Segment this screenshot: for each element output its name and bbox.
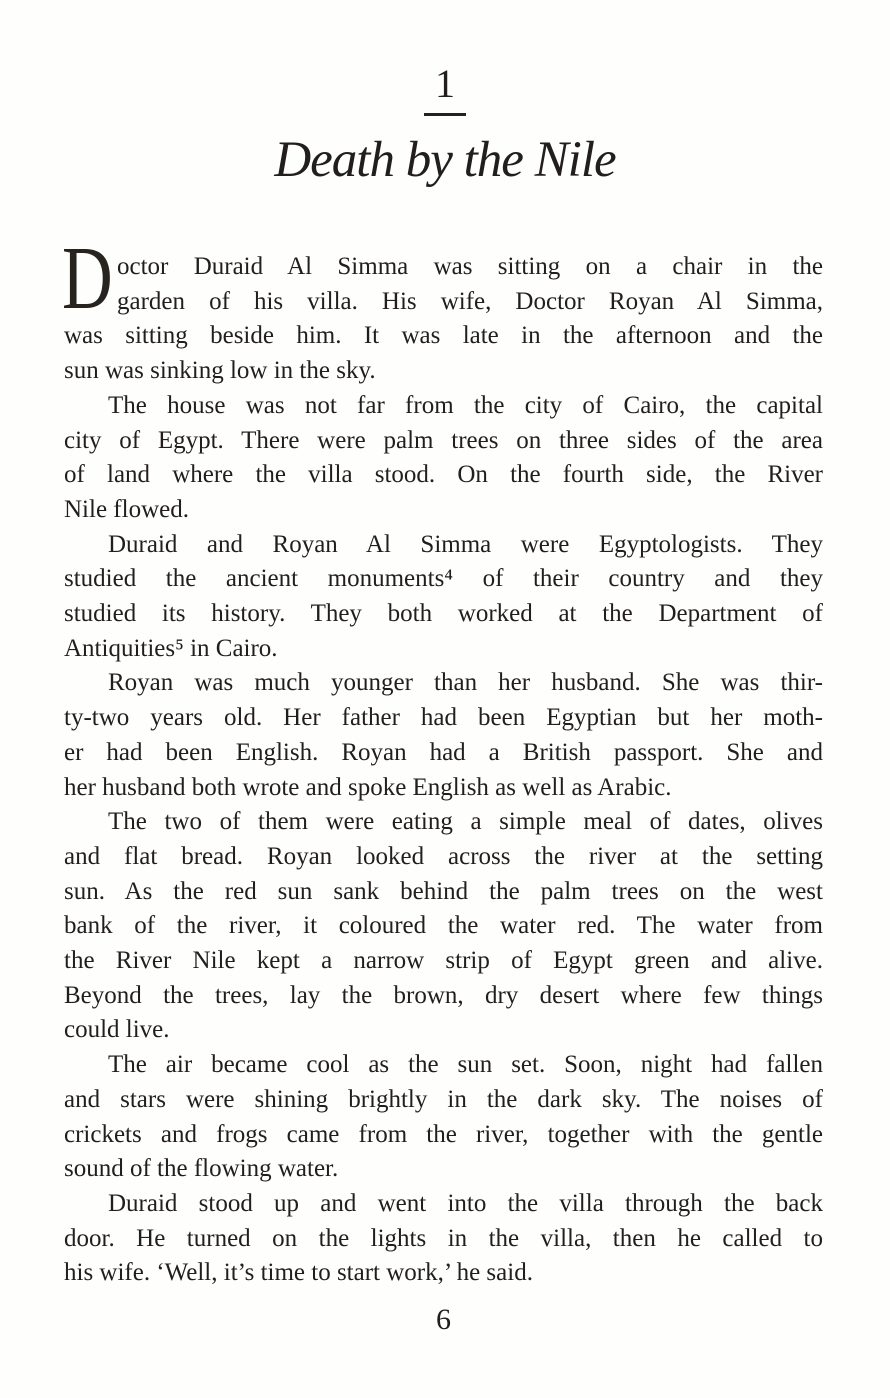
paragraph xyxy=(64,1048,823,1187)
text-line: studied its history. They both worked at the Department of xyxy=(64,600,823,628)
text-line: door. He turned on the lights in the villa, then he called to xyxy=(64,1224,823,1252)
text-line: ty-two years old. Her father had been Egyptian but her moth- xyxy=(64,704,823,732)
text-line: Duraid stood up and went into the villa through the back xyxy=(108,1189,823,1217)
text-line: Beyond the trees, lay the brown, dry desert where few things xyxy=(64,981,823,1009)
text-line: was sitting beside him. It was late in the afternoon and the xyxy=(64,322,823,350)
paragraph xyxy=(64,528,823,667)
drop-cap: D xyxy=(62,229,113,328)
page-number: 6 xyxy=(436,1303,451,1336)
text-line: sun was sinking low in the sky. xyxy=(64,357,376,385)
text-line: bank of the river, it coloured the water red. The water from xyxy=(64,912,823,940)
text-line: city of Egypt. There were palm trees on three sides of the area xyxy=(64,426,823,454)
text-line: Antiquities⁵ in Cairo. xyxy=(64,634,278,662)
text-line: sound of the flowing water. xyxy=(64,1155,339,1183)
text-line: the River Nile kept a narrow strip of Egypt green and alive. xyxy=(64,947,823,975)
paragraph xyxy=(64,805,823,1048)
chapter-head xyxy=(0,62,890,116)
text-line: sun. As the red sun sank behind the palm trees on the west xyxy=(64,877,823,905)
text-line: octor Duraid Al Simma was sitting on a chair in the xyxy=(117,253,823,280)
paragraph xyxy=(64,389,823,528)
text-line: Royan was much younger than her husband. She was thir- xyxy=(108,669,823,697)
text-line: of land where the villa stood. On the fourth side, the River xyxy=(64,461,823,489)
text-line: could live. xyxy=(64,1016,170,1044)
paragraph xyxy=(62,229,823,389)
text-line: and flat bread. Royan looked across the river at the setting xyxy=(64,842,823,870)
text-line: The house was not far from the city of Cairo, the capital xyxy=(108,391,823,419)
chapter-number: 1 xyxy=(424,62,466,116)
text-line: Duraid and Royan Al Simma were Egyptologists. They xyxy=(108,530,823,558)
text-line: The air became cool as the sun set. Soon, night had fallen xyxy=(108,1051,823,1079)
body-text xyxy=(62,229,823,1291)
text-line: crickets and frogs came from the river, together with the gentle xyxy=(64,1120,823,1148)
text-line: and stars were shining brightly in the dark sky. The noises of xyxy=(64,1085,823,1113)
paragraph xyxy=(64,666,823,805)
text-line: her husband both wrote and spoke English as well as Arabic. xyxy=(64,773,672,801)
text-line: Nile flowed. xyxy=(64,495,189,523)
chapter-title: Death by the Nile xyxy=(274,132,616,188)
text-line: garden of his villa. His wife, Doctor Royan Al Simma, xyxy=(117,287,823,315)
text-line: his wife. ‘Well, it’s time to start work,’ he said. xyxy=(64,1259,533,1287)
text-line: The two of them were eating a simple meal of dates, olives xyxy=(108,808,823,836)
text-line: er had been English. Royan had a British passport. She and xyxy=(64,738,823,766)
paragraph xyxy=(64,1187,823,1291)
text-line: studied the ancient monuments⁴ of their country and they xyxy=(64,565,823,593)
